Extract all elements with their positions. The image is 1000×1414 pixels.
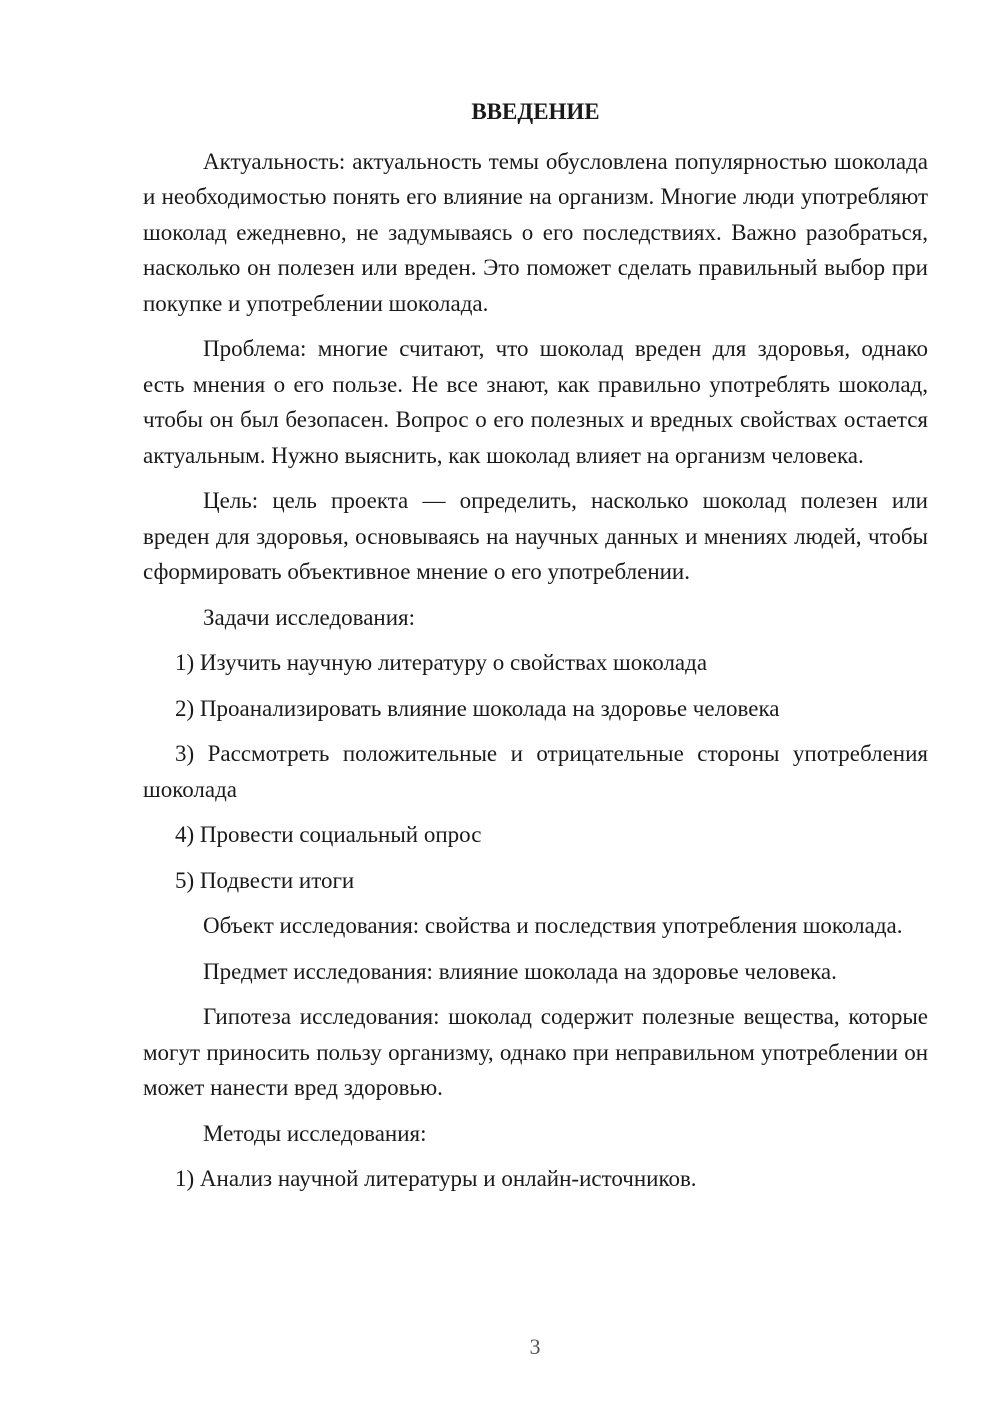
subject-paragraph: Предмет исследования: влияние шоколада на здоровье человека. xyxy=(203,958,837,984)
object-paragraph: Объект исследования: свойства и последствия употребления шоколада. xyxy=(203,913,903,938)
tasks-heading: Задачи исследования: xyxy=(203,604,416,630)
task-item: 3) Рассмотреть положительные и отрицательные стороны употребления шоколада xyxy=(143,741,928,802)
method-item: 1) Анализ научной литературы и онлайн-источников. xyxy=(175,1166,697,1191)
goal-paragraph: Цель: цель проекта — определить, насколько шоколад полезен или вреден для здоровья, основываясь на научных данных и мнениях людей, чтобы сформировать объективное мнение о его употреблении. xyxy=(143,488,928,584)
task-item: 2) Проанализировать влияние шоколада на здоровье человека xyxy=(175,695,780,721)
task-item: 1) Изучить научную литературу о свойствах шоколада xyxy=(175,650,708,675)
task-item: 4) Провести социальный опрос xyxy=(175,822,482,847)
page-content xyxy=(143,94,928,1207)
task-item: 5) Подвести итоги xyxy=(175,867,355,893)
hypothesis-paragraph: Гипотеза исследования: шоколад содержит полезные вещества, которые могут приносить пользу организму, однако при неправильном употреблении он может нанести вред здоровью. xyxy=(143,1004,928,1100)
methods-heading: Методы исследования: xyxy=(203,1120,427,1146)
problem-paragraph: Проблема: многие считают, что шоколад вреден для здоровья, однако есть мнения о его пользе. Не все знают, как правильно употреблять шоколад, чтобы он был безопасен. Вопрос о его полезных и вредных свойствах остается актуальным. Нужно выяснить, как шоколад влияет на организм человека. xyxy=(143,336,928,468)
relevance-paragraph: Актуальность: актуальность темы обусловлена популярностью шоколада и необходимостью понять его влияние на организм. Многие люди употребляют шоколад ежедневно, не задумываясь о его последствиях. Важно разобраться, насколько он полезен или вреден. Это поможет сделать правильный выбор при покупке и употреблении шоколада. xyxy=(143,148,928,316)
section-title: ВВЕДЕНИЕ xyxy=(471,99,600,124)
page-number: 3 xyxy=(529,1334,541,1359)
